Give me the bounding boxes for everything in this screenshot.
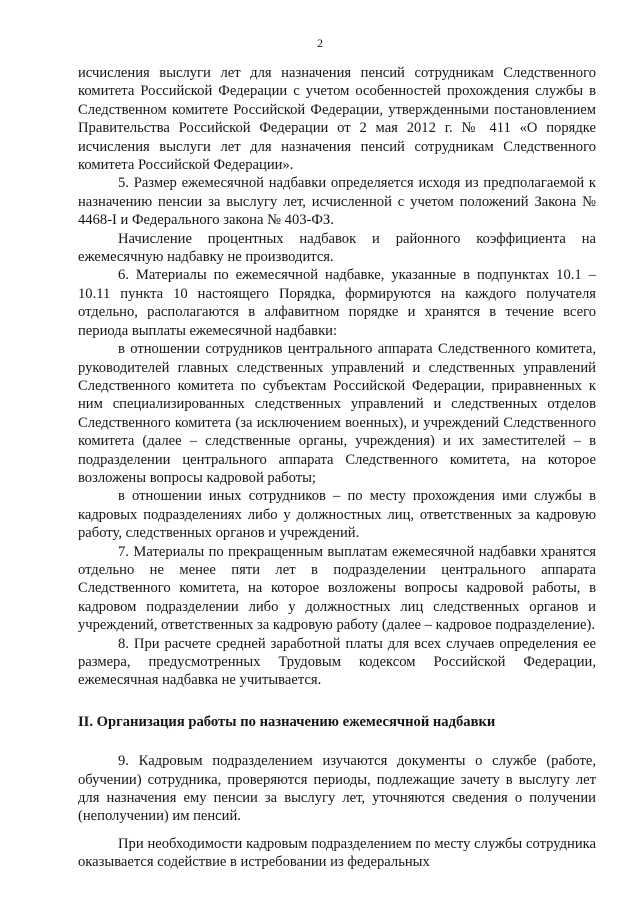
paragraph-item-5-note: Начисление процентных надбавок и районного коэффициента на ежемесячную надбавку не производится.	[78, 230, 596, 266]
paragraph-item-6: 6. Материалы по ежемесячной надбавке, указанные в подпунктах 10.1 – 10.11 пункта 10 настоящего Порядка, формируются на каждого получателя отдельно, располагаются в алфавитном порядке и хранятся в течение всего периода выплаты ежемесячной надбавки:	[78, 267, 596, 339]
paragraph-item-6-central: в отношении сотрудников центрального аппарата Следственного комитета, руководителей главных следственных управлений и следственных управлений Следственного комитета по субъектам Российской Федерации, приравненных к ним специализированных следственных управлений и следственных отделов Следственного комитета (за исключением военных), и учреждений Следственного комитета (далее – следственные органы, учреждения) и их заместителей – в подразделении центрального аппарата Следственного комитета, на которое возложены вопросы кадровой работы;	[78, 341, 596, 486]
paragraph-item-8: 8. При расчете средней заработной платы для всех случаев определения ее размера, предусмотренных Трудовым кодексом Российской Федерации, ежемесячная надбавка не учитывается.	[78, 635, 596, 689]
paragraph-item-7: 7. Материалы по прекращенным выплатам ежемесячной надбавки хранятся отдельно не менее пяти лет в подразделении центрального аппарата Следственного комитета, на которое возложены вопросы кадровой работы, в кадровом подразделении либо у должностных лиц следственных органов и учреждений, ответственных за кадровую работу (далее – кадровое подразделение).	[78, 543, 596, 634]
paragraph-item-9-continuation: При необходимости кадровым подразделением по месту службы сотрудника оказывается содействие в истребовании из федеральных	[78, 835, 596, 871]
paragraph-gap	[78, 826, 596, 835]
document-body	[78, 64, 596, 872]
section-heading: II. Организация работы по назначению ежемесячной надбавки	[78, 713, 496, 730]
paragraph-item-9: 9. Кадровым подразделением изучаются документы о службе (работе, обучении) сотрудника, проверяются периоды, подлежащие зачету в выслугу лет для назначения ему пенсии за выслугу лет, уточняются сведения о получении (неполучении) им пенсий.	[78, 753, 596, 825]
paragraph-intro-continuation: исчисления выслуги лет для назначения пенсий сотрудникам Следственного комитета Российской Федерации с учетом особенностей прохождения службы в Следственном комитете Российской Федерации, утвержденными постановлением Правительства Российской Федерации от 2 мая 2012 г. № 411 «О порядке исчисления выслуги лет для назначения пенсий сотрудникам Следственного комитета Российской Федерации».	[78, 65, 596, 174]
paragraph-item-5: 5. Размер ежемесячной надбавки определяется исходя из предполагаемой к назначению пенсии за выслугу лет, исчисленной с учетом положений Закона № 4468-I и Федерального закона № 403-ФЗ.	[78, 175, 596, 229]
page-number: 2	[317, 36, 323, 50]
paragraph-item-6-other: в отношении иных сотрудников – по месту прохождения ими службы в кадровых подразделениях либо у должностных лиц, ответственных за кадровую работу, следственных органов и учреждений.	[78, 488, 596, 542]
